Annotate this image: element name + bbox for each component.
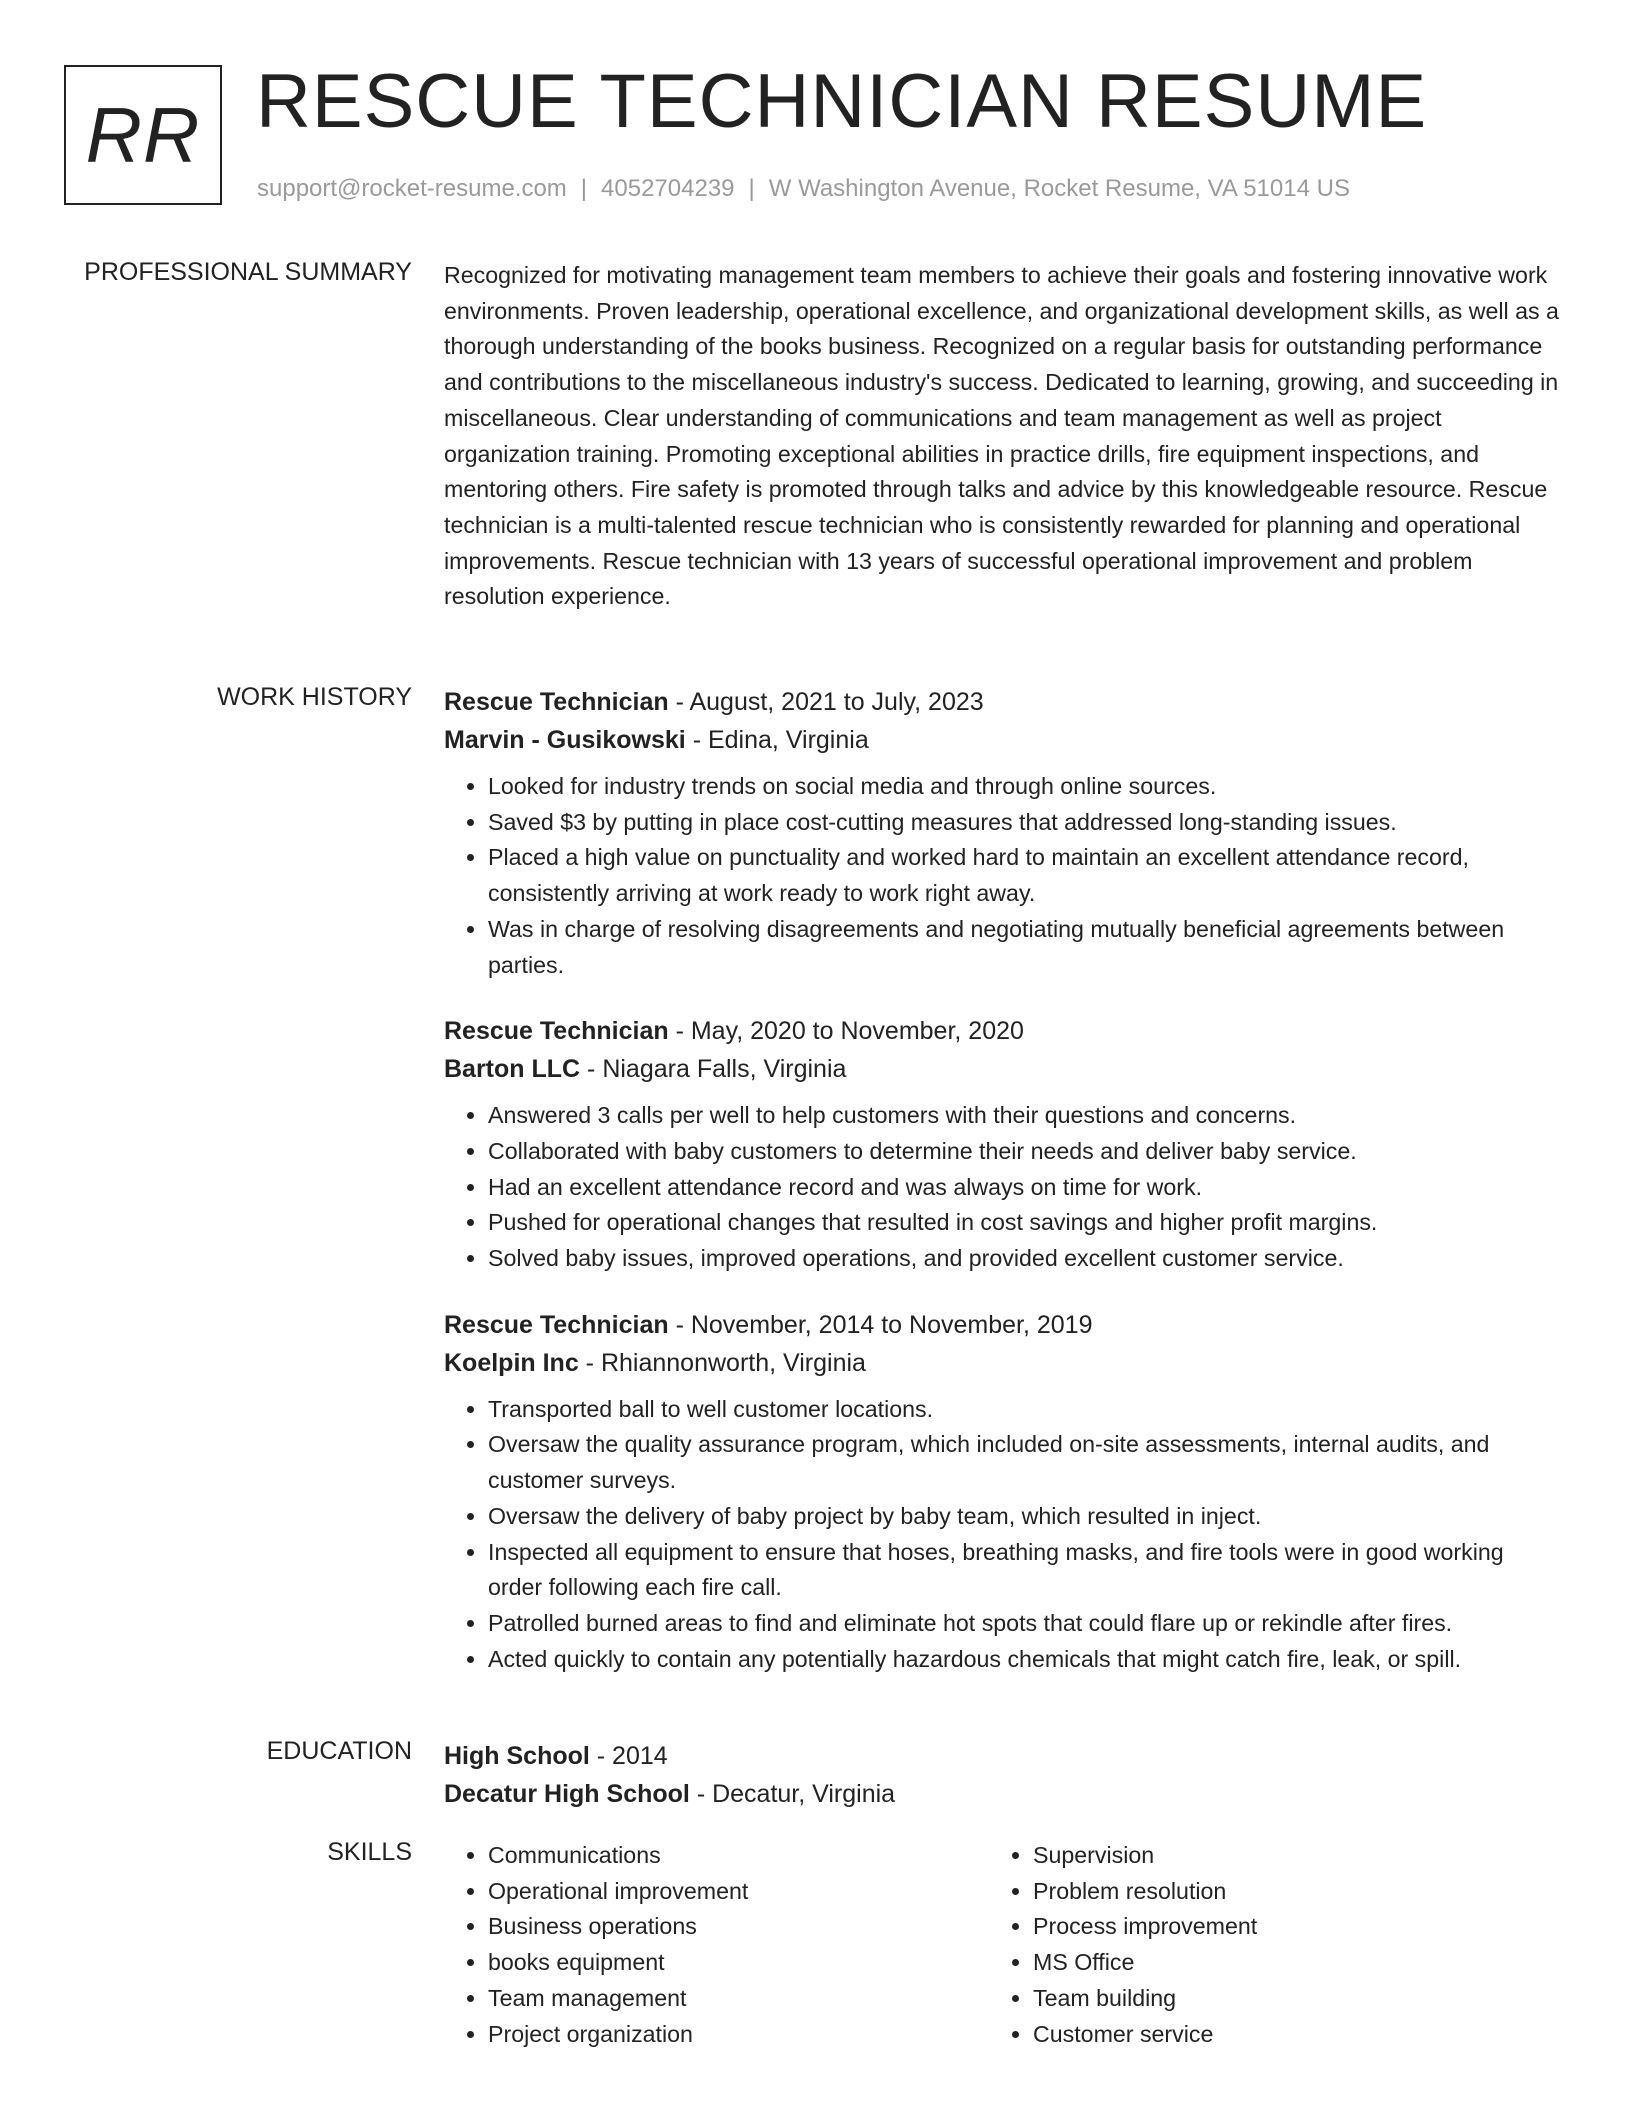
job-entry xyxy=(444,1012,1564,1277)
job-entry xyxy=(444,683,1564,983)
job-title-line xyxy=(444,1012,1564,1050)
education-school: Decatur High School xyxy=(444,1780,690,1808)
work-history-label: WORK HISTORY xyxy=(217,683,412,711)
skill-item: • Operational improvement xyxy=(488,1874,988,1910)
job-bullet: • Had an excellent attendance record and was always on time for work. xyxy=(488,1170,1564,1206)
education-degree-line xyxy=(444,1737,1564,1775)
contact-address: W Washington Avenue, Rocket Resume, VA 51014 US xyxy=(768,175,1350,202)
job-title-line xyxy=(444,683,1564,721)
job-title-line xyxy=(444,1306,1564,1344)
education-year: - 2014 xyxy=(589,1742,668,1770)
job-company-line xyxy=(444,721,1564,759)
job-company: Koelpin Inc xyxy=(444,1348,579,1377)
education-location: - Decatur, Virginia xyxy=(689,1780,896,1808)
job-bullets xyxy=(444,1098,1564,1277)
monogram-box xyxy=(64,65,222,205)
job-company: Marvin - Gusikowski xyxy=(444,726,686,754)
education-label: EDUCATION xyxy=(266,1737,412,1765)
job-company-line xyxy=(444,1050,1564,1088)
job-bullet: • Oversaw the quality assurance program, which included on-site assessments, internal audits, and customer surveys. xyxy=(488,1427,1564,1498)
skill-item: • Team management xyxy=(488,1981,988,2017)
contact-email: support@rocket-resume.com xyxy=(257,175,567,202)
job-company-line xyxy=(444,1344,1564,1382)
monogram-initials: RR xyxy=(85,90,201,179)
job-title: Rescue Technician xyxy=(444,1017,669,1046)
resume-title: RESCUE TECHNICIAN RESUME xyxy=(256,59,1428,144)
job-location: - Edina, Virginia xyxy=(685,726,869,754)
job-bullet: • Transported ball to well customer locations. xyxy=(488,1392,1564,1428)
job-dates: - November, 2014 to November, 2019 xyxy=(668,1310,1093,1339)
job-bullet: • Pushed for operational changes that resulted in cost savings and higher profit margins. xyxy=(488,1205,1564,1241)
job-bullets xyxy=(444,769,1564,983)
job-bullet: • Looked for industry trends on social media and through online sources. xyxy=(488,769,1564,805)
summary-label: PROFESSIONAL SUMMARY xyxy=(84,258,412,286)
skill-item: • Customer service xyxy=(1033,2017,1533,2053)
skill-item: • Team building xyxy=(1033,1981,1533,2017)
job-bullet: • Solved baby issues, improved operations, and provided excellent customer service. xyxy=(488,1241,1564,1277)
job-bullets xyxy=(444,1392,1564,1678)
job-entry xyxy=(444,1306,1564,1678)
skill-item: • Communications xyxy=(488,1838,988,1874)
job-bullet: • Collaborated with baby customers to determine their needs and deliver baby service. xyxy=(488,1134,1564,1170)
job-bullet: • Oversaw the delivery of baby project by baby team, which resulted in inject. xyxy=(488,1499,1564,1535)
skill-item: • Process improvement xyxy=(1033,1909,1533,1945)
job-bullet: • Answered 3 calls per well to help customers with their questions and concerns. xyxy=(488,1098,1564,1134)
contact-separator: | xyxy=(748,175,755,202)
job-bullet: • Saved $3 by putting in place cost-cutting measures that addressed long-standing issues. xyxy=(488,805,1564,841)
contact-phone: 4052704239 xyxy=(601,175,735,202)
job-dates: - May, 2020 to November, 2020 xyxy=(668,1017,1024,1046)
education-school-line xyxy=(444,1775,1564,1813)
work-history-body xyxy=(444,683,1564,1677)
skill-item: • Supervision xyxy=(1033,1838,1533,1874)
job-company: Barton LLC xyxy=(444,1055,581,1084)
skill-item: • Project organization xyxy=(488,2017,988,2053)
summary-text: Recognized for motivating management team members to achieve their goals and fostering innovative work environments. Proven leadership, operational excellence, and organizational development skills, as well as a thorough understanding of the books business. Recognized on a regular basis for outstanding performance and contributions to the miscellaneous industry's success. Dedicated to learning, growing, and succeeding in miscellaneous. Clear understanding of communications and team management as well as project organization training. Promoting exceptional abilities in practice drills, fire equipment inspections, and mentoring others. Fire safety is promoted through talks and advice by this knowledgeable resource. Rescue technician is a multi-talented rescue technician who is consistently rewarded for planning and operational improvements. Rescue technician with 13 years of successful operational improvement and problem resolution experience. xyxy=(444,262,1559,610)
summary-body xyxy=(444,258,1564,615)
job-bullet: • Was in charge of resolving disagreements and negotiating mutually beneficial agreements between parties. xyxy=(488,912,1564,983)
job-bullet: • Placed a high value on punctuality and worked hard to maintain an excellent attendance record, consistently arriving at work ready to work right away. xyxy=(488,840,1564,911)
education-body xyxy=(444,1737,1564,1813)
job-location: - Rhiannonworth, Virginia xyxy=(578,1348,866,1377)
skills-columns xyxy=(444,1838,1564,2052)
job-dates: - August, 2021 to July, 2023 xyxy=(668,688,984,716)
skill-item: • MS Office xyxy=(1033,1945,1533,1981)
job-bullet: • Patrolled burned areas to find and eliminate hot spots that could flare up or rekindle after fires. xyxy=(488,1606,1564,1642)
skills-column-1 xyxy=(444,1838,988,2052)
skills-label: SKILLS xyxy=(327,1838,412,1866)
education-degree: High School xyxy=(444,1742,590,1770)
job-bullet: • Inspected all equipment to ensure that hoses, breathing masks, and fire tools were in good working order following each fire call. xyxy=(488,1535,1564,1606)
skills-body xyxy=(444,1838,1564,2052)
skill-item: • books equipment xyxy=(488,1945,988,1981)
job-bullet: • Acted quickly to contain any potentially hazardous chemicals that might catch fire, leak, or spill. xyxy=(488,1642,1564,1678)
job-title: Rescue Technician xyxy=(444,1310,669,1339)
contact-separator: | xyxy=(580,175,588,202)
skill-item: • Problem resolution xyxy=(1033,1874,1533,1910)
skills-column-2 xyxy=(988,1838,1533,2052)
job-title: Rescue Technician xyxy=(444,688,669,716)
job-location: - Niagara Falls, Virginia xyxy=(580,1055,847,1084)
contact-line xyxy=(257,175,1350,203)
skill-item: • Business operations xyxy=(488,1909,988,1945)
